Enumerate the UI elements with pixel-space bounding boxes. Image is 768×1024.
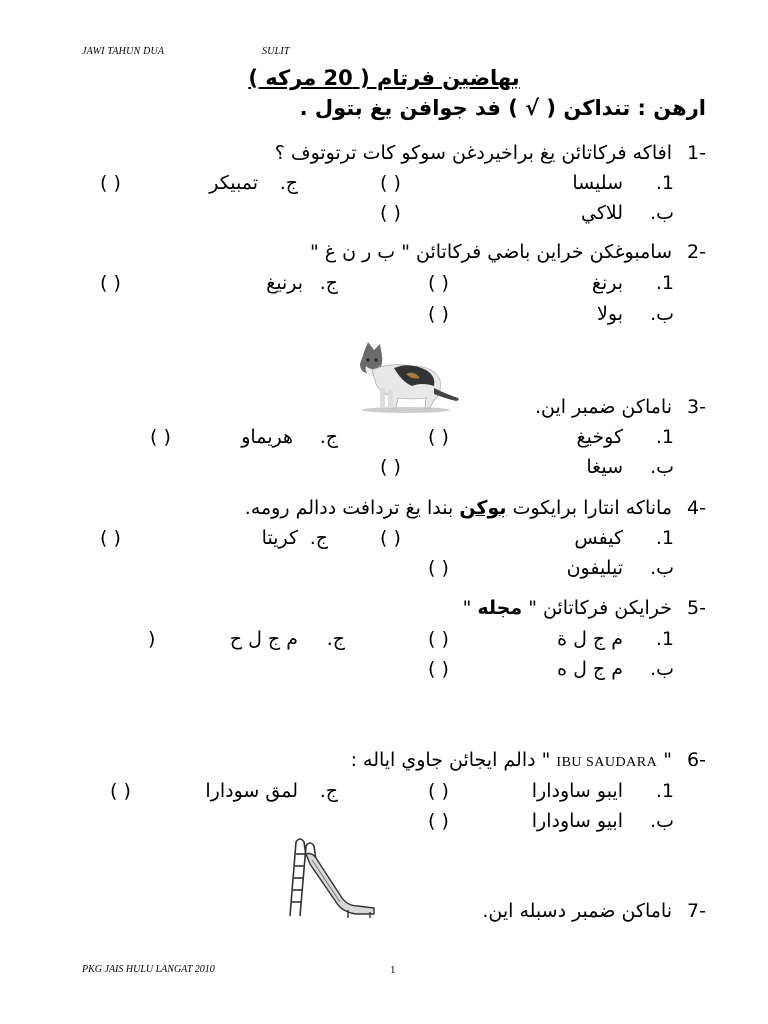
q4-number: 4- xyxy=(687,497,706,519)
q5-b-text: م ج ل ه xyxy=(557,658,623,680)
q1-a-checkbox[interactable]: ( ) xyxy=(380,172,401,194)
header-classification: SULIT xyxy=(262,46,290,57)
q5-text xyxy=(463,597,672,619)
q4-a-text: كيفس xyxy=(574,527,623,549)
q2-b-checkbox[interactable]: ( ) xyxy=(428,303,449,325)
q4-c-text: كريتا xyxy=(261,527,298,549)
q3-c-label: ج. xyxy=(319,426,338,448)
q5-c-text: م ج ل ح xyxy=(229,628,298,650)
q1-c-checkbox[interactable]: ( ) xyxy=(100,172,121,194)
q6-text-after: " دالم ايجائن جاوي اياله : xyxy=(350,749,551,771)
q4-c-label: ج. xyxy=(309,527,328,549)
q2-b-label: ب. xyxy=(650,303,674,325)
q5-text-after: " xyxy=(462,597,472,619)
q4-a-label: 1. xyxy=(655,527,674,549)
q5-text-bold: مجله xyxy=(477,597,523,619)
q4-c-checkbox[interactable]: ( ) xyxy=(100,527,121,549)
q6-number: 6- xyxy=(687,749,706,771)
q4-text-after: بندا يغ تردافت ددالم رومه. xyxy=(244,497,454,519)
q6-a-label: 1. xyxy=(655,780,674,802)
q1-b-label: ب. xyxy=(650,202,674,224)
q3-text: ناماكن ضمبر اين. xyxy=(534,396,672,418)
q5-a-label: 1. xyxy=(655,628,674,650)
q4-b-label: ب. xyxy=(650,557,674,579)
q3-a-text: كوخيغ xyxy=(576,426,623,448)
q2-a-checkbox[interactable]: ( ) xyxy=(428,272,449,294)
q6-b-checkbox[interactable]: ( ) xyxy=(428,810,449,832)
q6-text xyxy=(351,749,672,771)
q5-a-text: م ج ل ة xyxy=(557,628,623,650)
slide-picture xyxy=(282,836,378,920)
q4-b-checkbox[interactable]: ( ) xyxy=(428,557,449,579)
q2-number: 2- xyxy=(687,241,706,263)
q3-c-checkbox[interactable]: ( ) xyxy=(150,426,171,448)
q5-text-before: خرايكن فركاتائن " xyxy=(528,597,672,619)
q6-c-checkbox[interactable]: ( ) xyxy=(110,780,131,802)
instruction: ارهن : تنداكن ( √ ) فد جوافن يغ بتول . xyxy=(299,96,706,120)
q3-a-checkbox[interactable]: ( ) xyxy=(428,426,449,448)
page-number: 1 xyxy=(390,964,396,976)
q3-c-text: هريماو xyxy=(241,426,293,448)
q4-text-bold: بوكن xyxy=(459,497,507,519)
q5-number: 5- xyxy=(687,597,706,619)
q2-a-text: برنغ xyxy=(591,272,623,294)
q2-text: سامبوغكن خراين باضي فركاتائن " ب ر ن غ " xyxy=(309,241,672,263)
q6-b-label: ب. xyxy=(650,810,674,832)
q6-b-text: ابيو ساودارا xyxy=(531,810,623,832)
cat-picture xyxy=(350,340,462,414)
q5-b-label: ب. xyxy=(650,658,674,680)
q3-b-checkbox[interactable]: ( ) xyxy=(380,456,401,478)
q6-text-latin: IBU SAUDARA xyxy=(556,755,658,770)
q5-a-checkbox[interactable]: ( ) xyxy=(428,628,449,650)
q2-c-label: ج. xyxy=(319,272,338,294)
q4-text xyxy=(245,497,672,519)
q7-text: ناماكن ضمبر دسبله اين. xyxy=(482,900,672,922)
q5-c-checkbox[interactable]: ) xyxy=(148,628,156,650)
q5-c-label: ج. xyxy=(326,628,345,650)
q3-a-label: 1. xyxy=(655,426,674,448)
q6-c-text: لمق سودارا xyxy=(205,780,298,802)
q1-number: 1- xyxy=(687,142,706,164)
q6-a-checkbox[interactable]: ( ) xyxy=(428,780,449,802)
q6-text-before: " xyxy=(663,749,672,771)
header-subject: JAWI TAHUN DUA xyxy=(82,46,165,57)
q2-b-text: بولا xyxy=(597,303,623,325)
q6-c-label: ج. xyxy=(319,780,338,802)
q4-text-before: ماناكه انتارا برايكوت xyxy=(512,497,672,519)
q1-text: افاكه فركاتائن يغ براخيردغن سوكو كات ترتوتوف ؟ xyxy=(274,142,672,164)
q3-b-text: سيغا xyxy=(586,456,623,478)
q6-a-text: ايبو ساودارا xyxy=(531,780,623,802)
q1-c-text: تمبيكر xyxy=(209,172,258,194)
q1-a-label: 1. xyxy=(655,172,674,194)
section-title: بهاضين فرتام ( 20 مركه ) xyxy=(248,66,520,90)
q2-c-checkbox[interactable]: ( ) xyxy=(100,272,121,294)
q1-b-text: للاكي xyxy=(580,202,623,224)
q1-b-checkbox[interactable]: ( ) xyxy=(380,202,401,224)
q4-b-text: تيليفون xyxy=(566,557,623,579)
q3-number: 3- xyxy=(687,396,706,418)
q4-a-checkbox[interactable]: ( ) xyxy=(380,527,401,549)
q1-c-label: ج. xyxy=(279,172,298,194)
q5-b-checkbox[interactable]: ( ) xyxy=(428,658,449,680)
q2-c-text: برنيغ xyxy=(266,272,303,294)
footer-source: PKG JAIS HULU LANGAT 2010 xyxy=(82,964,215,975)
q2-a-label: 1. xyxy=(655,272,674,294)
q1-a-text: سليسا xyxy=(572,172,623,194)
q3-b-label: ب. xyxy=(650,456,674,478)
q7-number: 7- xyxy=(687,900,706,922)
